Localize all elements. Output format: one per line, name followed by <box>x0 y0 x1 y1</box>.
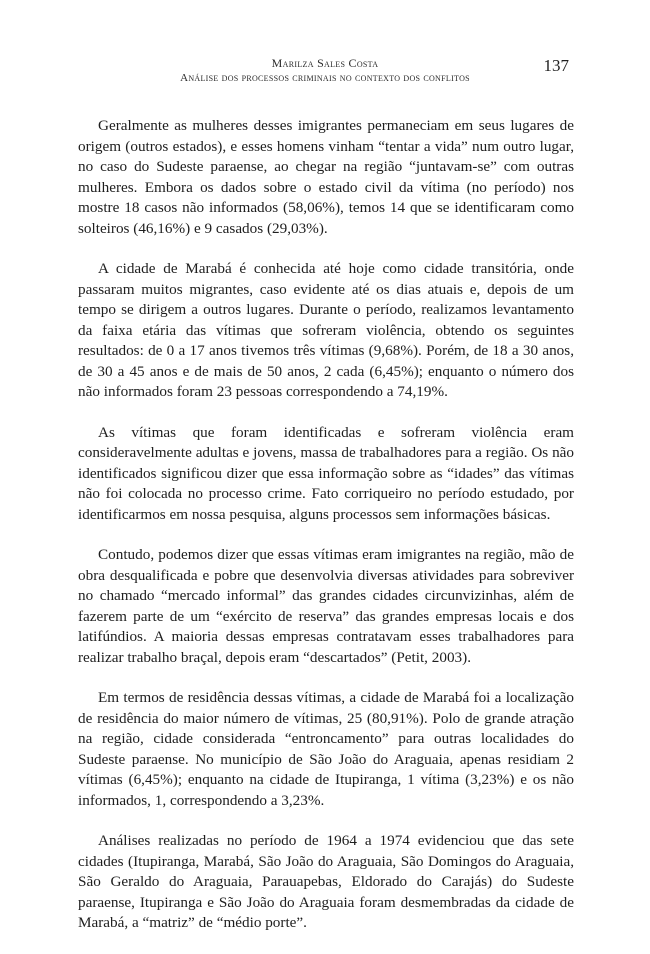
paragraph-1: Geralmente as mulheres desses imigrantes permaneciam em seus lugares de origem (outros estados), e esses homens vinham “tentar a vida” num outro lugar, no caso do Sudeste paraense, ao chegar na região “juntavam-se” com outras mulheres. Embora os dados sobre o estado civil da vítima (no período) nos mostre 18 casos não informados (58,06%), temos 14 que se identificaram como solteiros (46,16%) e 9 casados (29,03%). <box>78 117 574 237</box>
running-header <box>100 56 550 85</box>
paragraph-6: Análises realizadas no período de 1964 a 1974 evidenciou que das sete cidades (Itupiranga, Marabá, São João do Araguaia, São Domingos do Araguaia, São Geraldo do Araguaia, Parauapebas, Eldorado do Carajás) do Sudeste paraense, Itupiranga e São João do Araguaia foram desmembradas da cidade de Marabá, a “matriz” de “médio porte”. <box>78 832 574 931</box>
header-chapter-title: Análise dos processos criminais no contexto dos conflitos <box>180 72 470 84</box>
header-author: Marilza Sales Costa <box>271 56 379 70</box>
paragraph-5: Em termos de residência dessas vítimas, a cidade de Marabá foi a localização de residência do maior número de vítimas, 25 (80,91%). Polo de grande atração na região, cidade considerada “entroncamento” para outras localidades do Sudeste paraense. No município de São João do Araguaia, apenas residiam 2 vítimas (6,45%); enquanto na cidade de Itupiranga, 1 vítima (3,23%) e os não informados, 1, correspondendo a 3,23%. <box>78 689 574 809</box>
page-number: 137 <box>543 56 569 75</box>
paragraph-3: As vítimas que foram identificadas e sofreram violência eram consideravelmente adultas e jovens, massa de trabalhadores para a região. Os não identificados significou dizer que essa informação sobre as “idades” das vítimas não foi colocada no processo crime. Fato corriqueiro no período estudado, por identificarmos em nossa pesquisa, alguns processos sem informações básicas. <box>78 423 574 523</box>
paragraph-4: Contudo, podemos dizer que essas vítimas eram imigrantes na região, mão de obra desqualificada e pobre que desenvolvia diversas atividades para sobreviver no chamado “mercado informal” das grandes cidades circunvizinhas, além de fazerem parte de um “exército de reserva” das grandes empresas locais e dos latifúndios. A maioria dessas empresas contratavam esses trabalhadores para realizar trabalho braçal, depois eram “descartados” (Petit, 2003). <box>78 546 574 666</box>
body-text <box>78 116 574 954</box>
paragraph-2: A cidade de Marabá é conhecida até hoje como cidade transitória, onde passaram muitos migrantes, caso evidente até os dias atuais e, depois de um tempo se dirigem a outros lugares. Durante o período, realizamos levantamento da faixa etária das vítimas que sofreram violência, obtendo os seguintes resultados: de 0 a 17 anos tivemos três vítimas (9,68%). Porém, de 18 a 30 anos, de 30 a 45 anos e de mais de 50 anos, 2 cada (6,45%); enquanto o número dos não informados foram 23 pessoas correspondendo a 74,19%. <box>78 260 574 400</box>
